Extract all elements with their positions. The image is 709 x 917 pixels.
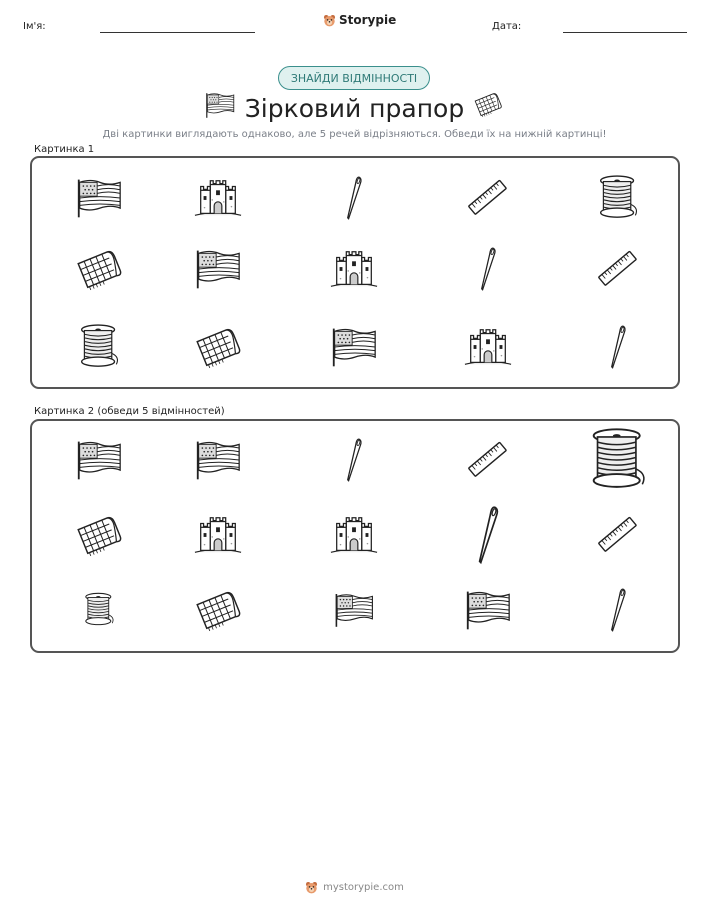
picture2-castle-icon[interactable]	[329, 515, 379, 555]
picture2-flag-icon[interactable]	[195, 439, 241, 481]
storypie-logo-icon	[323, 14, 336, 27]
picture1-castle-icon[interactable]	[463, 327, 513, 367]
footer	[0, 881, 709, 894]
picture2-quilt-icon[interactable]	[194, 590, 242, 630]
storypie-logo-icon	[305, 881, 318, 894]
picture1-ruler-icon[interactable]	[596, 247, 640, 291]
picture2-castle-icon[interactable]	[193, 515, 243, 555]
picture1-ruler-icon[interactable]	[466, 176, 510, 220]
picture1-spool-icon[interactable]	[78, 324, 120, 370]
name-label: Ім'я:	[23, 21, 46, 32]
brand-name: Storypie	[339, 13, 397, 27]
picture1-castle-icon[interactable]	[329, 249, 379, 289]
picture2-needle-icon[interactable]	[609, 586, 627, 634]
picture2-label: Картинка 2 (обведи 5 відмінностей)	[34, 406, 225, 417]
picture2-spool-icon[interactable]	[587, 428, 649, 492]
picture2-spool-icon[interactable]	[83, 587, 115, 633]
picture2-quilt-icon[interactable]	[75, 515, 123, 555]
picture1-needle-icon[interactable]	[609, 323, 627, 371]
picture1-flag-icon[interactable]	[195, 248, 241, 290]
brand	[323, 13, 396, 27]
footer-site: mystorypie.com	[323, 882, 404, 893]
date-line[interactable]	[563, 32, 687, 33]
find-differences-badge: ЗНАЙДИ ВІДМІННОСТІ	[278, 66, 430, 90]
picture2-needle-icon[interactable]	[476, 502, 500, 568]
picture2-flag-icon[interactable]	[465, 589, 511, 631]
picture2-flag-icon[interactable]	[76, 439, 122, 481]
picture2-needle-icon[interactable]	[345, 436, 363, 484]
picture1-spool-icon[interactable]	[597, 175, 639, 221]
instructions: Дві картинки виглядають однаково, але 5 речей відрізняються. Обведи їх на нижній картинці!	[102, 129, 607, 140]
picture1-quilt-icon[interactable]	[75, 249, 123, 289]
date-label: Дата:	[492, 21, 522, 32]
picture1-label: Картинка 1	[34, 144, 95, 155]
name-line[interactable]	[100, 32, 255, 33]
page-title: Зірковий прапор	[244, 94, 465, 123]
picture1-flag-icon[interactable]	[76, 177, 122, 219]
picture1-quilt-icon[interactable]	[194, 327, 242, 367]
picture1-needle-icon[interactable]	[345, 174, 363, 222]
picture1-needle-icon[interactable]	[479, 245, 497, 293]
picture2-ruler-icon[interactable]	[596, 513, 640, 557]
picture1-flag-icon[interactable]	[331, 326, 377, 368]
quilt-icon	[474, 92, 502, 118]
picture2-ruler-icon[interactable]	[466, 438, 510, 482]
picture1-castle-icon[interactable]	[193, 178, 243, 218]
picture2-flag-icon[interactable]	[334, 590, 374, 630]
